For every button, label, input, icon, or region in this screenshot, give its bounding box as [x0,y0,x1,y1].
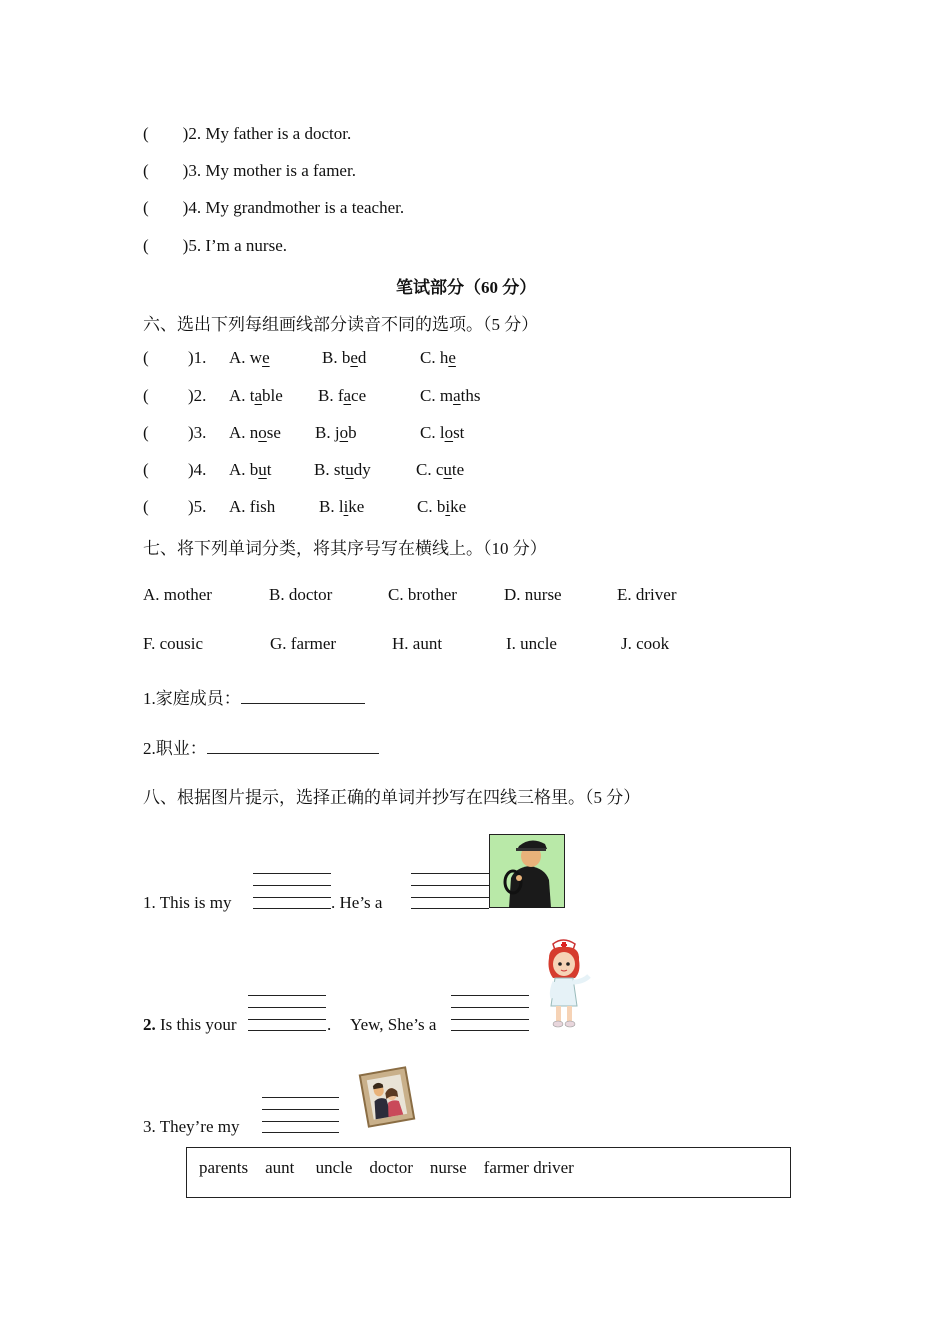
occupations-question: 2.职业： [143,734,379,759]
four-line-grid[interactable] [411,873,489,909]
option-c [420,348,456,368]
driver-picture-icon [489,834,565,908]
option-text: A. n [229,423,259,442]
option-text: t [266,460,272,479]
option-b [315,423,357,443]
underlined-letters: a [254,386,263,405]
option-b [314,460,371,480]
underlined-letters: i [343,497,349,516]
sentence-3: 3. They’re my [143,1117,240,1136]
four-line-grid[interactable] [451,995,529,1031]
four-line-grid[interactable] [248,995,326,1031]
option-text: C. c [416,460,444,479]
word-option: C. brother [388,585,457,604]
underlined-letters: e [350,348,358,367]
underlined-letters: a [343,386,352,405]
section7-title: 七、将下列单词分类，将其序号写在横线上。（10 分） [143,539,547,558]
word-option: I. uncle [506,634,557,653]
answer-bracket[interactable]: ( [143,348,149,367]
option-a [229,386,283,406]
question-number: )3. [188,423,207,442]
option-text: C. h [420,348,449,367]
sentence-1-part-b: . He’s a [331,893,383,912]
underlined-letters: o [444,423,454,442]
option-text: se [266,423,281,442]
word-option: A. mother [143,585,212,604]
listening-item: ( )2. My father is a doctor. [143,124,352,143]
word-option: H. aunt [392,634,443,653]
option-text: ke [348,497,365,516]
option-text: dy [353,460,371,479]
word-option: J. cook [621,634,670,653]
option-text: ths [460,386,481,405]
option-text: C. m [420,386,454,405]
option-text: B. b [322,348,351,367]
option-c [420,386,480,406]
word-option: E. driver [617,585,677,604]
option-b [322,348,366,368]
option-text: A. b [229,460,259,479]
underlined-letters: e [448,348,456,367]
question-number: )4. [188,460,207,479]
underlined-letters: o [258,423,267,442]
option-text: C. b [417,497,446,516]
sentence-2-part-c: Yew, She’s a [350,1015,437,1034]
option-a [229,348,278,368]
option-text: ble [262,386,283,405]
nurse-picture-icon [543,936,593,1030]
underlined-letters: o [339,423,349,442]
option-text: d [357,348,367,367]
occupations-blank[interactable] [207,739,379,754]
option-text: B. l [319,497,344,516]
written-part-title: 笔试部分（60 分） [396,278,537,297]
sentence-2-part-b: . [327,1015,332,1034]
option-text: te [451,460,465,479]
listening-item: ( )4. My grandmother is a teacher. [143,198,405,217]
family-members-blank[interactable] [241,689,365,704]
sentence-1-part-a: 1. This is my [143,893,232,912]
underlined-letters: a [453,386,461,405]
answer-bracket[interactable]: ( [143,386,149,405]
option-text: ce [351,386,367,405]
option-text: A. fish [229,497,276,516]
option-c [420,423,464,443]
question-number: )2. [188,386,207,405]
option-b [318,386,366,406]
underlined-letters: i [445,497,451,516]
option-text: B. st [314,460,346,479]
answer-bracket[interactable]: ( [143,497,149,516]
option-text: A. t [229,386,255,405]
option-text: C. l [420,423,445,442]
option-c [417,497,466,517]
sentence-2-part-a: 2. Is this your [143,1015,237,1034]
option-a [229,497,275,517]
word-bank-box [186,1147,791,1198]
answer-bracket[interactable]: ( [143,423,149,442]
option-b [319,497,364,517]
word-option: F. cousic [143,634,204,653]
word-option: G. farmer [270,634,337,653]
underlined-letters: u [258,460,267,479]
four-line-grid[interactable] [262,1097,339,1133]
underlined-letters: u [443,460,452,479]
option-text: b [348,423,357,442]
option-a [229,423,281,443]
underlined-letters: e [262,348,270,367]
word-option: B. doctor [269,585,333,604]
underlined-letters: u [345,460,354,479]
word-bank-text: parents aunt uncle doctor nurse farmer driver [199,1158,574,1177]
family-members-question: 1.家庭成员： [143,684,365,709]
question-number: )5. [188,497,207,516]
word-option: D. nurse [504,585,562,604]
option-text: B. j [315,423,340,442]
listening-item: ( )3. My mother is a famer. [143,161,356,180]
option-text: st [453,423,465,442]
option-a [229,460,272,480]
option-text: B. f [318,386,344,405]
four-line-grid[interactable] [253,873,331,909]
parents-photo-frame-icon [358,1065,416,1129]
option-text: ke [450,497,467,516]
listening-item: ( )5. I’m a nurse. [143,236,288,255]
option-c [416,460,464,480]
section8-title: 八、根据图片提示，选择正确的单词并抄写在四线三格里。（5 分） [143,788,641,807]
question-number: )1. [188,348,207,367]
option-text: A. w [229,348,263,367]
answer-bracket[interactable]: ( [143,460,149,479]
section6-title: 六、选出下列每组画线部分读音不同的选项。（5 分） [143,315,539,334]
